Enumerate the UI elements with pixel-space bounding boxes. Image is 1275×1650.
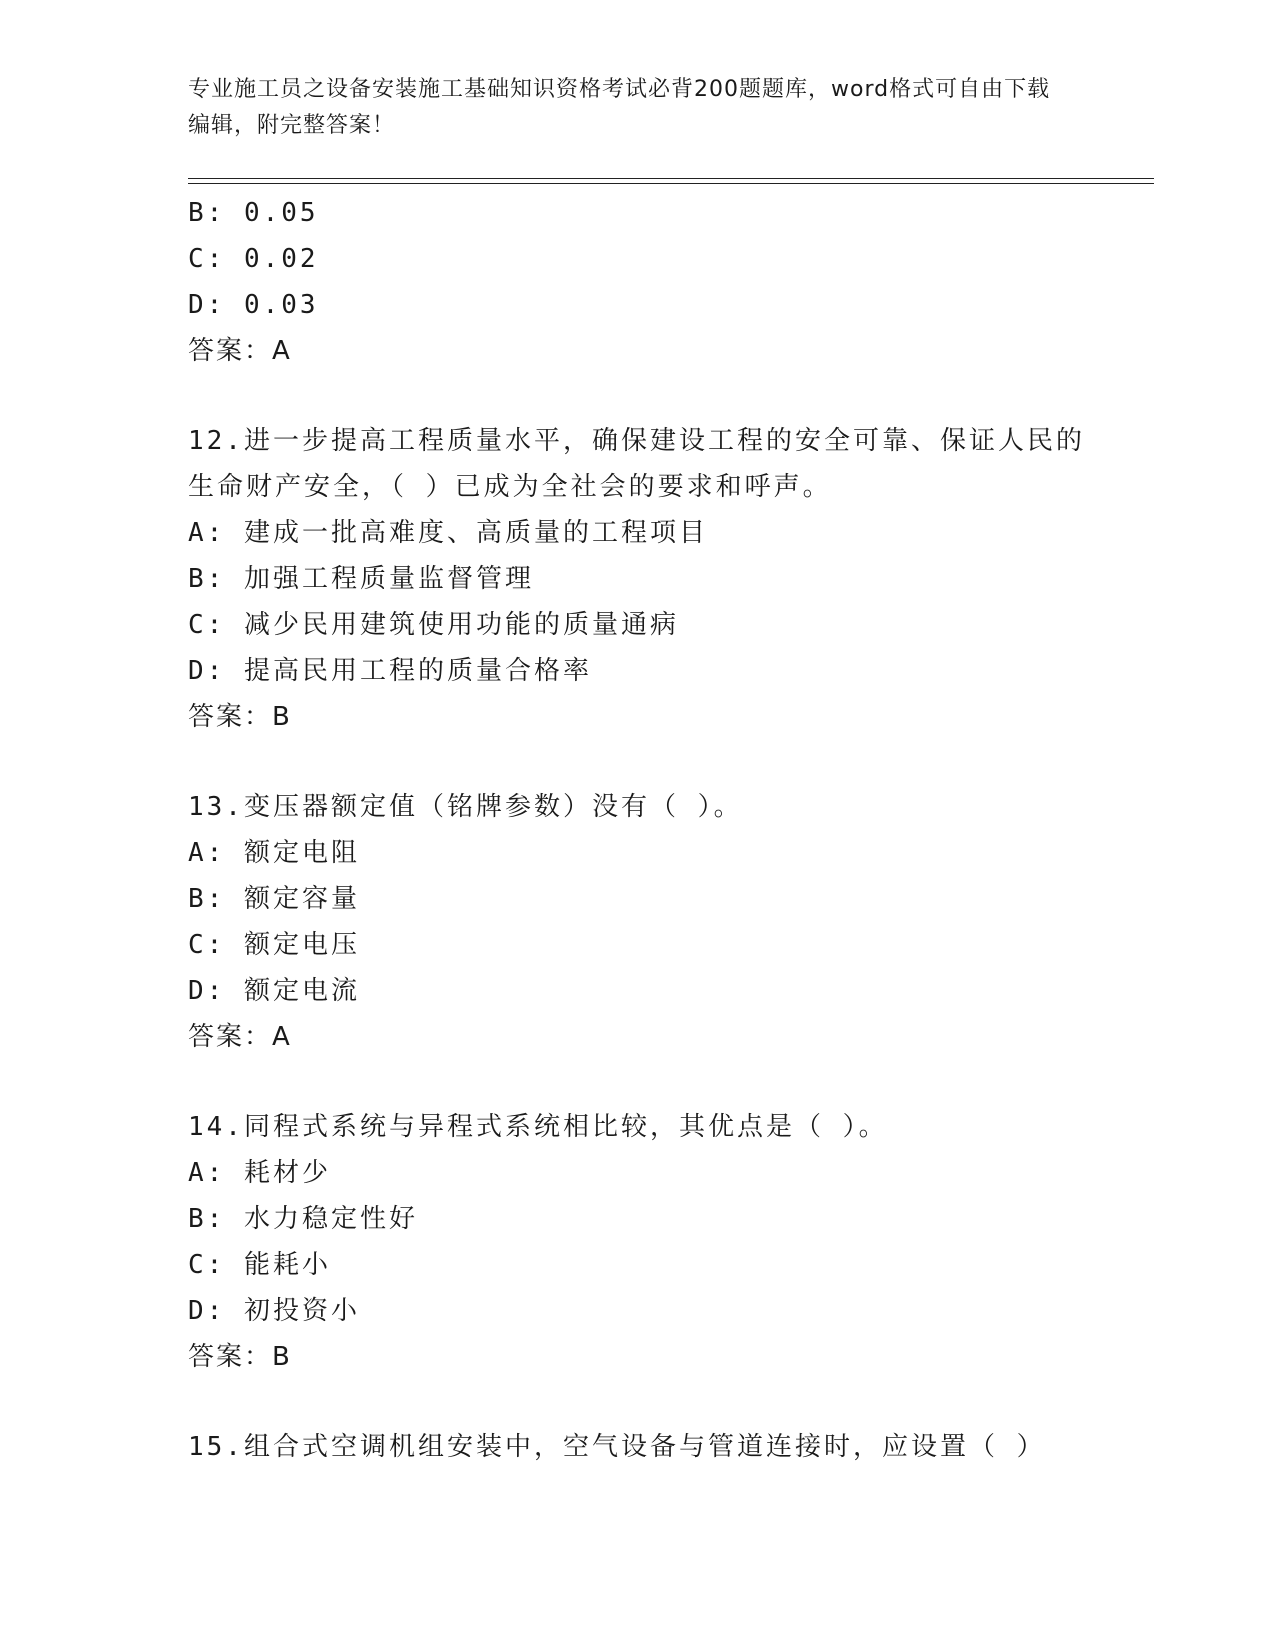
question-stem: 13.变压器额定值（铭牌参数）没有（ ）。 — [188, 792, 743, 822]
option-a: A: 建成一批高难度、高质量的工程项目 — [188, 518, 708, 548]
option-d: D: 0.03 — [188, 290, 319, 320]
answer: 答案：B — [188, 1342, 292, 1372]
option-b: B: 加强工程质量监督管理 — [188, 564, 534, 594]
option-d: D: 初投资小 — [188, 1296, 360, 1326]
option-c: C: 减少民用建筑使用功能的质量通病 — [188, 610, 679, 640]
option-a: A: 额定电阻 — [188, 838, 360, 868]
question-stem: 14.同程式系统与异程式系统相比较，其优点是（ ）。 — [188, 1112, 888, 1142]
document-header: 专业施工员之设备安装施工基础知识资格考试必背200题题库，word格式可自由下载编辑，附完整答案！ — [188, 77, 1051, 138]
question-block-11 — [188, 190, 1088, 374]
answer: 答案：A — [188, 1022, 292, 1052]
question-block-14 — [188, 1104, 1088, 1380]
question-block-15 — [188, 1424, 1088, 1470]
option-c: C: 额定电压 — [188, 930, 360, 960]
option-b: B: 额定容量 — [188, 884, 360, 914]
option-b: B: 0.05 — [188, 198, 319, 228]
question-stem: 12.进一步提高工程质量水平，确保建设工程的安全可靠、保证人民的生命财产安全，（ ）已成为全社会的要求和呼声。 — [188, 426, 1085, 502]
question-list — [188, 190, 1088, 1470]
option-d: D: 额定电流 — [188, 976, 360, 1006]
question-block-12 — [188, 418, 1088, 740]
option-d: D: 提高民用工程的质量合格率 — [188, 656, 592, 686]
option-c: C: 0.02 — [188, 244, 319, 274]
option-b: B: 水力稳定性好 — [188, 1204, 418, 1234]
question-stem: 15.组合式空调机组安装中，空气设备与管道连接时，应设置（ ） — [188, 1432, 1046, 1462]
question-block-13 — [188, 784, 1088, 1060]
header-divider-top — [188, 178, 1154, 179]
option-c: C: 能耗小 — [188, 1250, 331, 1280]
answer: 答案：A — [188, 336, 292, 366]
header-divider-bottom — [188, 183, 1154, 184]
option-a: A: 耗材少 — [188, 1158, 331, 1188]
answer: 答案：B — [188, 702, 292, 732]
